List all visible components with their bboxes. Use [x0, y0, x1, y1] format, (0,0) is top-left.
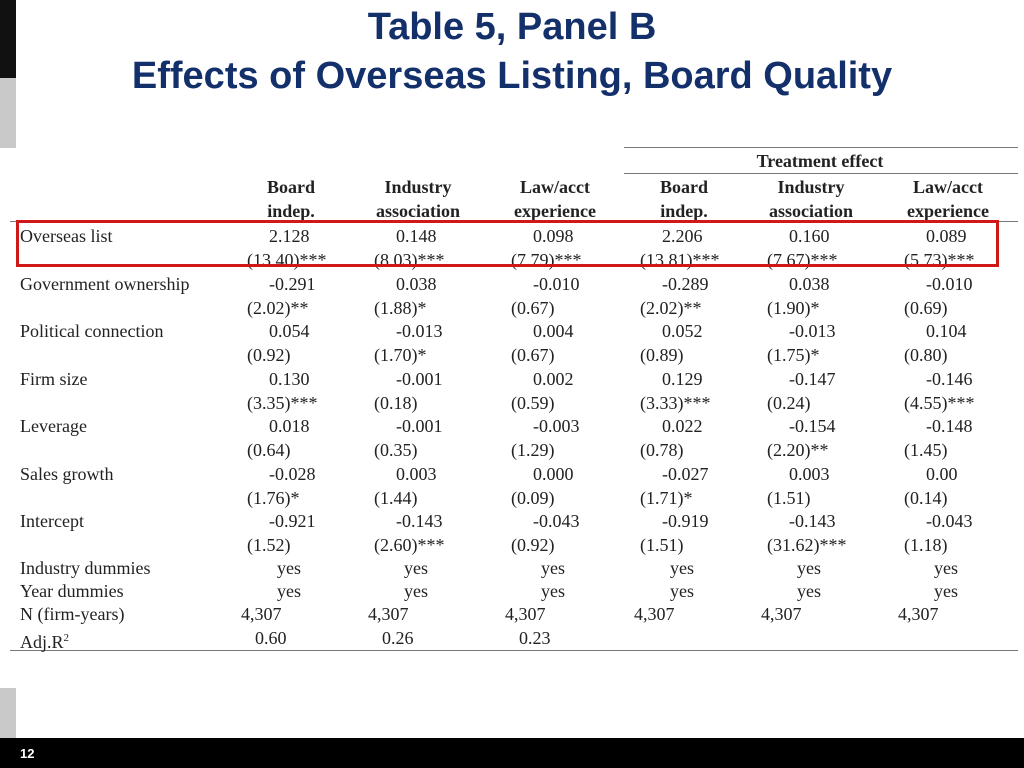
adj-r2-value: 0.26: [382, 628, 414, 648]
t-statistic-value: (1.76)*: [247, 487, 300, 508]
industry-dummies-value: yes: [670, 558, 694, 578]
coefficient-value: 0.052: [662, 321, 703, 341]
n-value: 4,307: [505, 604, 546, 624]
coefficient-value: -0.921: [269, 511, 316, 531]
n-value: 4,307: [898, 604, 939, 624]
adj-r-superscript: 2: [63, 632, 70, 644]
t-statistic-value: (1.29): [511, 440, 555, 460]
column-header-line1: Industry: [384, 177, 452, 197]
coefficient-value: -0.143: [789, 511, 836, 531]
treatment-group-rule: [624, 173, 1018, 174]
t-statistic-value: (0.14): [904, 487, 948, 508]
slide-title-line2: Effects of Overseas Listing, Board Quality: [131, 55, 893, 97]
adj-r2-value: 0.60: [255, 628, 287, 648]
t-statistic-value: (0.35): [374, 440, 418, 460]
adj-r2-value: 0.23: [519, 628, 551, 648]
row-label: Sales growth: [20, 463, 114, 484]
t-statistic-value: (0.18): [374, 392, 418, 413]
coefficient-value: 0.130: [269, 368, 310, 389]
row-label: Overseas list: [20, 226, 113, 246]
t-statistic-value: (3.33)***: [640, 392, 711, 413]
coefficient-value: -0.013: [789, 321, 836, 341]
n-value: 4,307: [634, 604, 675, 624]
year-dummies-value: yes: [934, 581, 958, 601]
column-header-line1: Law/acct: [520, 177, 590, 197]
column-header-line2: indep.: [660, 201, 708, 221]
column-header-line2: association: [375, 201, 460, 221]
industry-dummies-value: yes: [277, 558, 301, 578]
t-statistic-value: (1.51): [640, 535, 684, 555]
t-statistic-value: (5.73)***: [904, 250, 975, 270]
column-header-line2: experience: [907, 201, 989, 221]
coefficient-value: -0.919: [662, 511, 709, 531]
t-statistic-value: (1.44): [374, 487, 418, 508]
t-statistic-value: (3.35)***: [247, 392, 318, 413]
t-statistic-value: (8.03)***: [374, 250, 445, 270]
coefficient-value: 0.003: [396, 463, 437, 484]
t-statistic-value: (0.92): [247, 345, 291, 365]
t-statistic-value: (0.89): [640, 345, 684, 365]
coefficient-value: 0.104: [926, 321, 967, 341]
row-label: Firm size: [20, 368, 88, 389]
t-statistic-value: (13.81)***: [640, 250, 720, 270]
year-dummies-value: yes: [277, 581, 301, 601]
column-header-line1: Board: [659, 177, 708, 197]
n-value: 4,307: [241, 604, 282, 624]
t-statistic-value: (0.64): [247, 440, 291, 460]
coefficient-value: -0.291: [269, 273, 316, 294]
coefficient-value: -0.001: [396, 368, 443, 389]
year-dummies-value: yes: [541, 581, 565, 601]
left-accent-bar-gap: [0, 148, 16, 688]
coefficient-value: 0.022: [662, 416, 703, 436]
row-label: Year dummies: [20, 581, 124, 601]
coefficient-value: -0.043: [533, 511, 580, 531]
overseas-list-highlight-box: [16, 220, 999, 267]
coefficient-value: 0.004: [533, 321, 574, 341]
coefficient-value: 0.089: [926, 226, 967, 246]
coefficient-value: -0.003: [533, 416, 580, 436]
t-statistic-value: (0.92): [511, 535, 555, 555]
t-statistic-value: (0.24): [767, 392, 811, 413]
coefficient-value: 0.002: [533, 368, 574, 389]
industry-dummies-value: yes: [797, 558, 821, 578]
t-statistic-value: (0.80): [904, 345, 948, 365]
row-label: Industry dummies: [20, 558, 151, 578]
industry-dummies-value: yes: [541, 558, 565, 578]
row-label: Political connection: [20, 321, 164, 341]
t-statistic-value: (1.71)*: [640, 487, 693, 508]
t-statistic-value: (7.79)***: [511, 250, 582, 270]
coefficient-value: -0.147: [789, 368, 836, 389]
table-bottom-rule: [10, 650, 1018, 651]
coefficient-value: 0.003: [789, 463, 830, 484]
t-statistic-value: (2.20)**: [767, 440, 829, 460]
year-dummies-value: yes: [670, 581, 694, 601]
coefficient-value: 0.018: [269, 416, 310, 436]
year-dummies-value: yes: [797, 581, 821, 601]
t-statistic-value: (2.02)**: [247, 297, 309, 318]
coefficient-value: 0.148: [396, 226, 437, 246]
adj-r-label: Adj.R: [20, 632, 64, 652]
coefficient-value: 0.038: [396, 273, 437, 294]
row-label: Intercept: [20, 511, 84, 531]
t-statistic-value: (0.59): [511, 392, 555, 413]
t-statistic-value: (1.75)*: [767, 345, 820, 365]
t-statistic-value: (0.69): [904, 297, 948, 318]
t-statistic-value: (0.78): [640, 440, 684, 460]
t-statistic-value: (1.70)*: [374, 345, 427, 365]
t-statistic-value: (1.45): [904, 440, 948, 460]
coefficient-value: -0.143: [396, 511, 443, 531]
coefficient-value: 0.160: [789, 226, 830, 246]
column-header-line2: association: [768, 201, 853, 221]
industry-dummies-value: yes: [404, 558, 428, 578]
coefficient-value: -0.146: [926, 368, 973, 389]
row-label: [20, 627, 69, 653]
coefficient-value: -0.148: [926, 416, 973, 436]
page-number: 12: [20, 746, 35, 761]
t-statistic-value: (1.18): [904, 535, 948, 555]
t-statistic-value: (4.55)***: [904, 392, 975, 413]
t-statistic-value: (2.02)**: [640, 297, 702, 318]
t-statistic-value: (31.62)***: [767, 535, 847, 555]
coefficient-value: -0.154: [789, 416, 836, 436]
coefficient-value: 0.00: [926, 463, 958, 484]
t-statistic-value: (1.90)*: [767, 297, 820, 318]
column-header-line1: Board: [266, 177, 315, 197]
t-statistic-value: (0.67): [511, 345, 555, 365]
t-statistic-value: (1.52): [247, 535, 291, 555]
column-header-line1: Law/acct: [913, 177, 983, 197]
n-value: 4,307: [368, 604, 409, 624]
treatment-effect-header: Treatment effect: [756, 151, 884, 171]
row-label: Leverage: [20, 416, 87, 436]
column-header-line2: experience: [514, 201, 596, 221]
coefficient-value: -0.010: [533, 273, 580, 294]
coefficient-value: -0.043: [926, 511, 973, 531]
coefficient-value: 0.129: [662, 368, 703, 389]
coefficient-value: -0.289: [662, 273, 709, 294]
coefficient-value: 2.206: [662, 226, 703, 246]
t-statistic-value: (1.51): [767, 487, 811, 508]
t-statistic-value: (0.67): [511, 297, 555, 318]
n-value: 4,307: [761, 604, 802, 624]
slide-title-line1: Table 5, Panel B: [367, 6, 657, 48]
coefficient-value: 0.054: [269, 321, 310, 341]
column-header-line2: indep.: [267, 201, 315, 221]
t-statistic-value: (0.09): [511, 487, 555, 508]
coefficient-value: -0.027: [662, 463, 709, 484]
table-top-rule: [624, 147, 1018, 148]
row-label: Government ownership: [20, 273, 190, 294]
coefficient-value: 0.098: [533, 226, 574, 246]
t-statistic-value: (13.40)***: [247, 250, 327, 270]
column-header-line1: Industry: [777, 177, 845, 197]
t-statistic-value: (2.60)***: [374, 535, 445, 555]
year-dummies-value: yes: [404, 581, 428, 601]
coefficient-value: -0.001: [396, 416, 443, 436]
row-label: N (firm-years): [20, 604, 125, 624]
coefficient-value: -0.028: [269, 463, 316, 484]
coefficient-value: 0.000: [533, 463, 574, 484]
t-statistic-value: (7.67)***: [767, 250, 838, 270]
coefficient-value: -0.010: [926, 273, 973, 294]
slide-footer: [0, 738, 1024, 768]
industry-dummies-value: yes: [934, 558, 958, 578]
coefficient-value: 0.038: [789, 273, 830, 294]
coefficient-value: -0.013: [396, 321, 443, 341]
coefficient-value: 2.128: [269, 226, 310, 246]
t-statistic-value: (1.88)*: [374, 297, 427, 318]
